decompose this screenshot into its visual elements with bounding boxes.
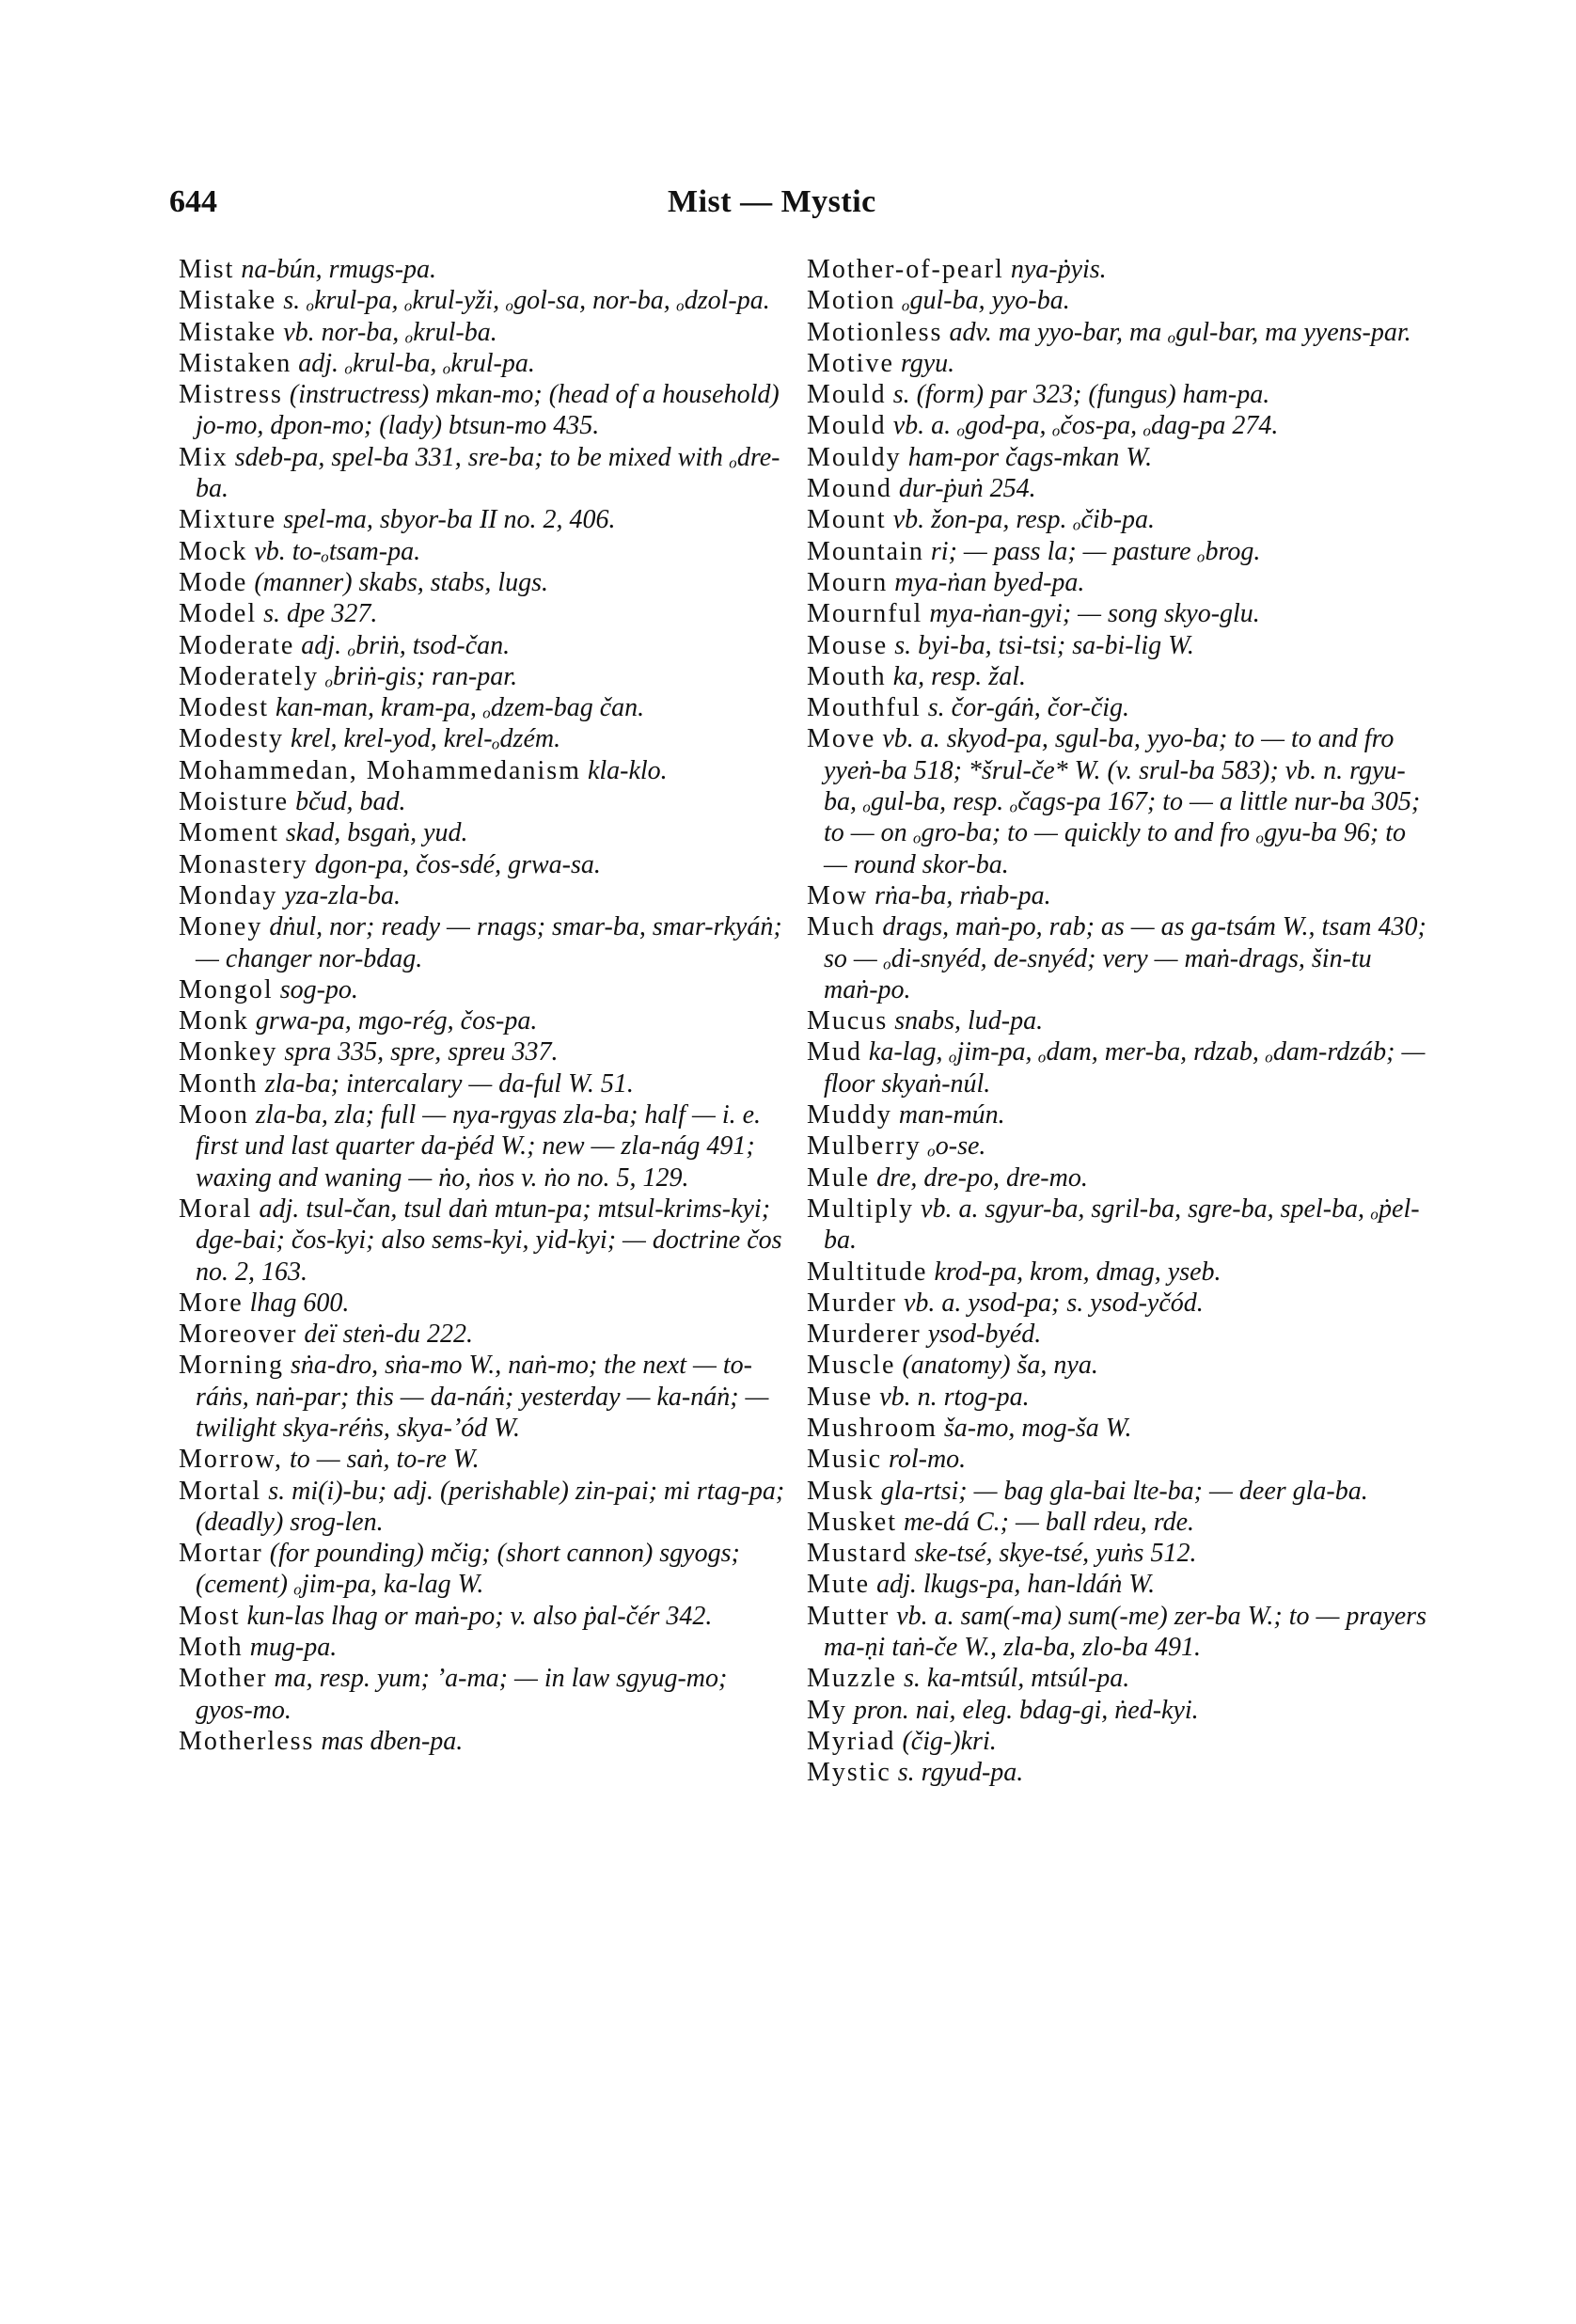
entry-definition: s. dpe 327.	[263, 599, 378, 629]
dictionary-entry	[179, 504, 790, 535]
dictionary-entry	[807, 254, 1427, 285]
entry-definition: ₒo-se.	[927, 1131, 986, 1162]
entry-headword: Mistaken	[179, 348, 292, 378]
entry-definition: s. rgyud-pa.	[897, 1758, 1024, 1788]
entry-headword: Moth	[179, 1633, 244, 1663]
dictionary-entry	[807, 1288, 1427, 1319]
entry-definition: adj. tsul-čan, tsul daṅ mtun-pa; mtsul-krims-kyi; dge-bai; čos-kyi; also sems-kyi, yid-kyi; — doctrine čos no. 2, 163.	[196, 1194, 782, 1287]
dictionary-entry	[807, 880, 1427, 911]
entry-headword: Modest	[179, 693, 269, 723]
dictionary-entry	[807, 1162, 1427, 1194]
entry-definition: ka, resp. žal.	[892, 661, 1026, 691]
entry-headword: Month	[179, 1068, 259, 1099]
entry-definition: rol-mo.	[889, 1445, 967, 1475]
entry-definition: me-dá C.; — ball rdeu, rde.	[904, 1507, 1194, 1537]
entry-headword: Monkey	[179, 1037, 278, 1067]
entry-headword: Mistake	[179, 286, 277, 316]
dictionary-entry	[807, 536, 1427, 567]
entry-definition: (čig-)kri.	[902, 1726, 997, 1756]
entry-definition: mas dben-pa.	[321, 1726, 464, 1756]
entry-headword: Motive	[807, 348, 894, 378]
entry-definition: adj. ₒbriṅ, tsod-čan.	[301, 630, 511, 660]
dictionary-entry	[807, 911, 1427, 1005]
dictionary-entry	[807, 1507, 1427, 1538]
entry-headword: Mulberry	[807, 1131, 922, 1162]
dictionary-entry	[807, 1130, 1427, 1162]
dictionary-entry	[807, 1569, 1427, 1600]
entry-definition: ₒgul-ba, yyo-ba.	[902, 286, 1070, 316]
entry-definition: krel, krel-yod, krel-ₒdzém.	[291, 724, 561, 754]
entry-headword: Monday	[179, 880, 278, 910]
entry-definition: s. mi(i)-bu; adj. (perishable) zin-pai; mi rtag-pa; (deadly) srog-len.	[196, 1476, 785, 1537]
dictionary-entry	[807, 1194, 1427, 1257]
entry-headword: Muzzle	[807, 1664, 897, 1694]
dictionary-entry	[179, 1601, 790, 1632]
entry-definition: sog-po.	[279, 974, 358, 1004]
entry-definition: dre, dre-po, dre-mo.	[876, 1162, 1088, 1193]
entry-headword: Modesty	[179, 724, 284, 754]
entry-headword: Mutter	[807, 1601, 890, 1631]
dictionary-entry	[807, 598, 1427, 629]
dictionary-entry	[179, 755, 790, 786]
dictionary-entry	[807, 317, 1427, 348]
entry-definition: mya-ṅan-gyi; — song skyo-glu.	[929, 599, 1260, 629]
entry-headword: Motion	[807, 286, 896, 316]
entry-headword: Mother-of-pearl	[807, 255, 1004, 284]
entry-headword: Mould	[807, 411, 887, 441]
dictionary-entry	[807, 630, 1427, 661]
dictionary-entry	[807, 285, 1427, 316]
entry-headword: Monastery	[179, 849, 308, 879]
entry-definition: drags, maṅ-po, rab; as — as ga-tsám W., tsam 430; so — ₒdi-snyéd, de-snyéd; very — maṅ-drags, šin-tu maṅ-po.	[824, 912, 1426, 1004]
entry-definition: na-bún, rmugs-pa.	[241, 255, 437, 284]
entry-headword: Mistake	[179, 317, 277, 347]
dictionary-entry	[807, 1099, 1427, 1130]
entry-definition: s. (form) par 323; (fungus) ham-pa.	[892, 380, 1270, 410]
left-column	[179, 254, 790, 1757]
entry-definition: gla-rtsi; — bag gla-bai lte-ba; — deer gla-ba.	[880, 1476, 1368, 1506]
dictionary-entry	[807, 504, 1427, 535]
entry-headword: Murder	[807, 1288, 897, 1318]
dictionary-entry	[807, 1257, 1427, 1288]
entry-headword: Monk	[179, 1006, 249, 1036]
entry-headword: Mongol	[179, 974, 274, 1004]
entry-headword: Mystic	[807, 1758, 891, 1788]
dictionary-entry	[807, 410, 1427, 441]
entry-headword: Mute	[807, 1570, 871, 1600]
entry-headword: Mock	[179, 536, 248, 566]
entry-headword: Mushroom	[807, 1413, 938, 1443]
entry-headword: Money	[179, 912, 263, 942]
entry-definition: ri; — pass la; — pasture ₒbrog.	[930, 536, 1261, 566]
entry-headword: Muse	[807, 1382, 874, 1412]
dictionary-entry	[807, 473, 1427, 504]
entry-headword: Motionless	[807, 317, 943, 347]
entry-definition: zla-ba, zla; full — nya-rgyas zla-ba; half — i. e. first und last quarter da-ṗéd W.; new — zla-nág 491; waxing and waning — ṅo, ṅos v. ṅo no. 5, 129.	[196, 1100, 762, 1193]
entry-definition: man-mún.	[898, 1100, 1005, 1130]
entry-definition: (for pounding) mčig; (short cannon) sgyogs; (cement) ₒjim-pa, ka-lag W.	[196, 1539, 740, 1600]
entry-definition: snabs, lud-pa.	[894, 1006, 1044, 1036]
entry-headword: Musket	[807, 1507, 897, 1537]
entry-headword: Mud	[807, 1037, 862, 1067]
dictionary-entry	[179, 379, 790, 442]
entry-definition: mya-ṅan byed-pa.	[894, 567, 1085, 597]
entry-headword: Mist	[179, 255, 235, 284]
dictionary-entry	[179, 817, 790, 848]
entry-headword: Multiply	[807, 1194, 915, 1224]
entry-definition: adv. ma yyo-bar, ma ₒgul-bar, ma yyens-par.	[949, 317, 1411, 347]
entry-headword: Much	[807, 912, 876, 942]
dictionary-entry	[179, 598, 790, 629]
entry-definition: kun-las lhag or maṅ-po; v. also ṗal-čér 342.	[246, 1601, 713, 1631]
entry-headword: Mode	[179, 567, 248, 597]
entry-definition: vb. a. sam(-ma) sum(-me) zer-ba W.; to — prayers ma-ṇi taṅ-če W., zla-ba, zlo-ba 491.	[824, 1601, 1426, 1663]
dictionary-entry	[179, 692, 790, 723]
entry-headword: Mountain	[807, 536, 924, 566]
entry-definition: mug-pa.	[249, 1633, 338, 1663]
dictionary-entry	[179, 1663, 790, 1726]
entry-headword: Mustard	[807, 1539, 908, 1569]
entry-definition: (anatomy) ša, nya.	[902, 1351, 1098, 1381]
entry-definition: sṅa-dro, sṅa-mo W., naṅ-mo; the next — to-ráṅs, naṅ-par; this — da-náṅ; yesterday — ka-náṅ; — twilight skya-réṅs, skya-’ód W.	[196, 1351, 769, 1443]
dictionary-entry	[179, 442, 790, 505]
dictionary-entry	[179, 1288, 790, 1319]
dictionary-entry	[807, 1757, 1427, 1788]
dictionary-entry	[807, 1382, 1427, 1413]
entry-headword: Musk	[807, 1476, 875, 1506]
entry-definition: spel-ma, sbyor-ba II no. 2, 406.	[283, 505, 616, 535]
entry-definition: yza-zla-ba.	[284, 880, 401, 910]
entry-headword: Moisture	[179, 787, 290, 817]
entry-headword: Mould	[807, 380, 887, 410]
dictionary-entry	[807, 379, 1427, 410]
entry-headword: Mule	[807, 1162, 871, 1193]
dictionary-entry	[807, 1444, 1427, 1475]
entry-headword: Mortar	[179, 1539, 263, 1569]
entry-headword: Moreover	[179, 1320, 298, 1350]
dictionary-entry	[179, 1005, 790, 1036]
dictionary-entry	[179, 880, 790, 911]
entry-definition: vb. žon-pa, resp. ₒčib-pa.	[892, 505, 1156, 535]
entry-headword: Morrow,	[179, 1445, 283, 1475]
entry-headword: Myriad	[807, 1726, 896, 1756]
entry-definition: spra 335, spre, spreu 337.	[284, 1037, 559, 1067]
dictionary-entry	[179, 1068, 790, 1099]
entry-headword: Mournful	[807, 599, 923, 629]
entry-definition: (manner) skabs, stabs, lugs.	[254, 567, 548, 597]
entry-headword: Moment	[179, 818, 279, 848]
entry-definition: adj. lkugs-pa, han-ldáṅ W.	[876, 1570, 1156, 1600]
entry-definition: ham-por čags-mkan W.	[907, 442, 1153, 472]
dictionary-entry	[179, 285, 790, 316]
dictionary-entry	[807, 692, 1427, 723]
entry-definition: kla-klo.	[587, 755, 668, 785]
entry-headword: Mouthful	[807, 693, 922, 723]
entry-headword: Murderer	[807, 1320, 922, 1350]
entry-definition: zla-ba; intercalary — da-ful W. 51.	[264, 1068, 634, 1099]
entry-definition: s. ka-mtsúl, mtsúl-pa.	[903, 1664, 1130, 1694]
entry-headword: Moderately	[179, 661, 320, 691]
dictionary-entry	[179, 1350, 790, 1444]
entry-headword: Moderate	[179, 630, 295, 660]
dictionary-entry	[179, 1476, 790, 1539]
dictionary-entry	[807, 348, 1427, 379]
dictionary-entry	[807, 1663, 1427, 1694]
dictionary-entry	[179, 254, 790, 285]
entry-headword: Mourn	[807, 567, 889, 597]
entry-definition: s. čor-gáṅ, čor-čig.	[927, 693, 1130, 723]
dictionary-entry	[807, 567, 1427, 598]
entry-definition: ka-lag, ₒjim-pa, ₒdam, mer-ba, rdzab, ₒdam-rdzáb; — floor skyaṅ-núl.	[824, 1037, 1426, 1099]
running-head: Mist — Mystic	[668, 184, 876, 219]
dictionary-entry	[179, 1036, 790, 1067]
dictionary-entry	[179, 567, 790, 598]
dictionary-entry	[807, 1538, 1427, 1569]
entry-definition: nya-ṗyis.	[1010, 255, 1107, 284]
dictionary-entry	[179, 1099, 790, 1194]
dictionary-entry	[179, 1726, 790, 1757]
entry-headword: Music	[807, 1445, 882, 1475]
dictionary-entry	[179, 348, 790, 379]
entry-definition: kan-man, kram-pa, ₒdzem-bag čan.	[276, 693, 645, 723]
dictionary-entry	[179, 1194, 790, 1288]
page-number: 644	[169, 184, 217, 219]
dictionary-entry	[179, 974, 790, 1005]
entry-definition: skad, bsgaṅ, yud.	[285, 818, 468, 848]
dictionary-entry	[807, 1413, 1427, 1444]
entry-headword: My	[807, 1695, 847, 1725]
dictionary-entry	[807, 1319, 1427, 1350]
entry-definition: vb. n. rtog-pa.	[879, 1382, 1030, 1412]
dictionary-entry	[179, 630, 790, 661]
entry-headword: Mouse	[807, 630, 889, 660]
entry-definition: sdeb-pa, spel-ba 331, sre-ba; to be mixed with ₒdre-ba.	[196, 442, 780, 504]
page-header	[169, 184, 1392, 231]
dictionary-entry	[179, 317, 790, 348]
entry-definition: ske-tsé, skye-tsé, yuṅs 512.	[914, 1539, 1197, 1569]
entry-headword: Mother	[179, 1664, 268, 1694]
entry-definition: dur-ṗuṅ 254.	[898, 474, 1036, 504]
entry-headword: Moon	[179, 1100, 249, 1130]
dictionary-entry	[179, 1538, 790, 1601]
entry-definition: deï steṅ-du 222.	[304, 1320, 474, 1350]
entry-headword: Mortal	[179, 1476, 262, 1506]
entry-definition: ysod-byéd.	[927, 1320, 1042, 1350]
entry-headword: Mound	[807, 474, 892, 504]
entry-headword: More	[179, 1288, 244, 1318]
entry-definition: vb. to-ₒtsam-pa.	[254, 536, 421, 566]
entry-definition: krod-pa, krom, dmag, yseb.	[934, 1257, 1221, 1287]
entry-headword: Most	[179, 1601, 241, 1631]
entry-definition: dṅul, nor; ready — rnags; smar-ba, smar-rkyáṅ; — changer nor-bdag.	[196, 912, 782, 973]
entry-headword: Model	[179, 599, 258, 629]
dictionary-entry	[179, 786, 790, 817]
entry-definition: pron. nai, eleg. bdag-gi, ṅed-kyi.	[853, 1695, 1199, 1725]
dictionary-entry	[179, 661, 790, 692]
right-column	[807, 254, 1427, 1789]
dictionary-entry	[179, 723, 790, 754]
dictionary-entry	[807, 442, 1427, 473]
entry-headword: Morning	[179, 1351, 284, 1381]
entry-headword: Mistress	[179, 380, 283, 410]
entry-headword: Mix	[179, 442, 229, 472]
entry-headword: Muscle	[807, 1351, 896, 1381]
entry-definition: vb. a. ysod-pa; s. ysod-yčód.	[903, 1288, 1204, 1318]
entry-headword: Multitude	[807, 1257, 928, 1287]
entry-definition: ₒbriṅ-gis; ran-par.	[325, 661, 518, 691]
entry-headword: Mixture	[179, 505, 277, 535]
entry-definition: ma, resp. yum; ’a-ma; — in law sgyug-mo; gyos-mo.	[196, 1664, 728, 1725]
entry-headword: Moral	[179, 1194, 253, 1224]
dictionary-entry	[807, 1005, 1427, 1036]
entry-headword: Move	[807, 724, 876, 754]
dictionary-entry	[179, 849, 790, 880]
entry-definition: ša-mo, mog-ša W.	[943, 1413, 1132, 1443]
entry-definition: bčud, bad.	[295, 787, 406, 817]
dictionary-entry	[807, 661, 1427, 692]
dictionary-entry	[807, 1726, 1427, 1757]
dictionary-entry	[807, 1695, 1427, 1726]
dictionary-entry	[807, 723, 1427, 879]
entry-headword: Mow	[807, 880, 869, 910]
entry-definition: rṅa-ba, rṅab-pa.	[875, 880, 1051, 910]
dictionary-entry	[807, 1036, 1427, 1099]
entry-definition: vb. a. ₒgod-pa, ₒčos-pa, ₒdag-pa 274.	[892, 411, 1279, 441]
entry-headword: Muddy	[807, 1100, 892, 1130]
dictionary-entry	[179, 1444, 790, 1475]
dictionary-entry	[179, 536, 790, 567]
entry-definition: vb. a. skyod-pa, sgul-ba, yyo-ba; to — to and fro yyeṅ-ba 518; *šrul-če* W. (v. srul-ba 583); vb. n. rgyu-ba, ₒgul-ba, resp. ₒčags-pa 167; to — a little nur-ba 305; to — on ₒgro-ba; to — quickly to and fro ₒgyu-ba 96; to — round skor-ba.	[824, 724, 1421, 879]
entry-definition: s. byi-ba, tsi-tsi; sa-bi-lig W.	[894, 630, 1194, 660]
dictionary-entry	[807, 1476, 1427, 1507]
entry-definition: rgyu.	[900, 348, 955, 378]
entry-definition: dgon-pa, čos-sdé, grwa-sa.	[314, 849, 601, 879]
dictionary-entry	[807, 1601, 1427, 1664]
dictionary-entry	[179, 1632, 790, 1663]
entry-definition: lhag 600.	[249, 1288, 350, 1318]
entry-headword: Mouth	[807, 661, 887, 691]
entry-definition: adj. ₒkrul-ba, ₒkrul-pa.	[298, 348, 535, 378]
entry-headword: Motherless	[179, 1726, 315, 1756]
entry-definition: vb. a. sgyur-ba, sgril-ba, sgre-ba, spel-ba, ₒṗel-ba.	[824, 1194, 1420, 1256]
dictionary-entry	[179, 911, 790, 974]
entry-headword: Mouldy	[807, 442, 902, 472]
entry-definition: vb. nor-ba, ₒkrul-ba.	[283, 317, 497, 347]
dictionary-entry	[807, 1350, 1427, 1381]
entry-headword: Mucus	[807, 1006, 889, 1036]
entry-headword: Mohammedan, Mohammedanism	[179, 755, 581, 785]
entry-definition: grwa-pa, mgo-rég, čos-pa.	[255, 1006, 538, 1036]
entry-headword: Mount	[807, 505, 887, 535]
entry-definition: (instructress) mkan-mo; (head of a household) jo-mo, dpon-mo; (lady) btsun-mo 435.	[196, 380, 780, 441]
dictionary-entry	[179, 1319, 790, 1350]
entry-definition: to — saṅ, to-re W.	[289, 1445, 480, 1475]
entry-definition: s. ₒkrul-pa, ₒkrul-yži, ₒgol-sa, nor-ba, ₒdzol-pa.	[283, 286, 770, 316]
